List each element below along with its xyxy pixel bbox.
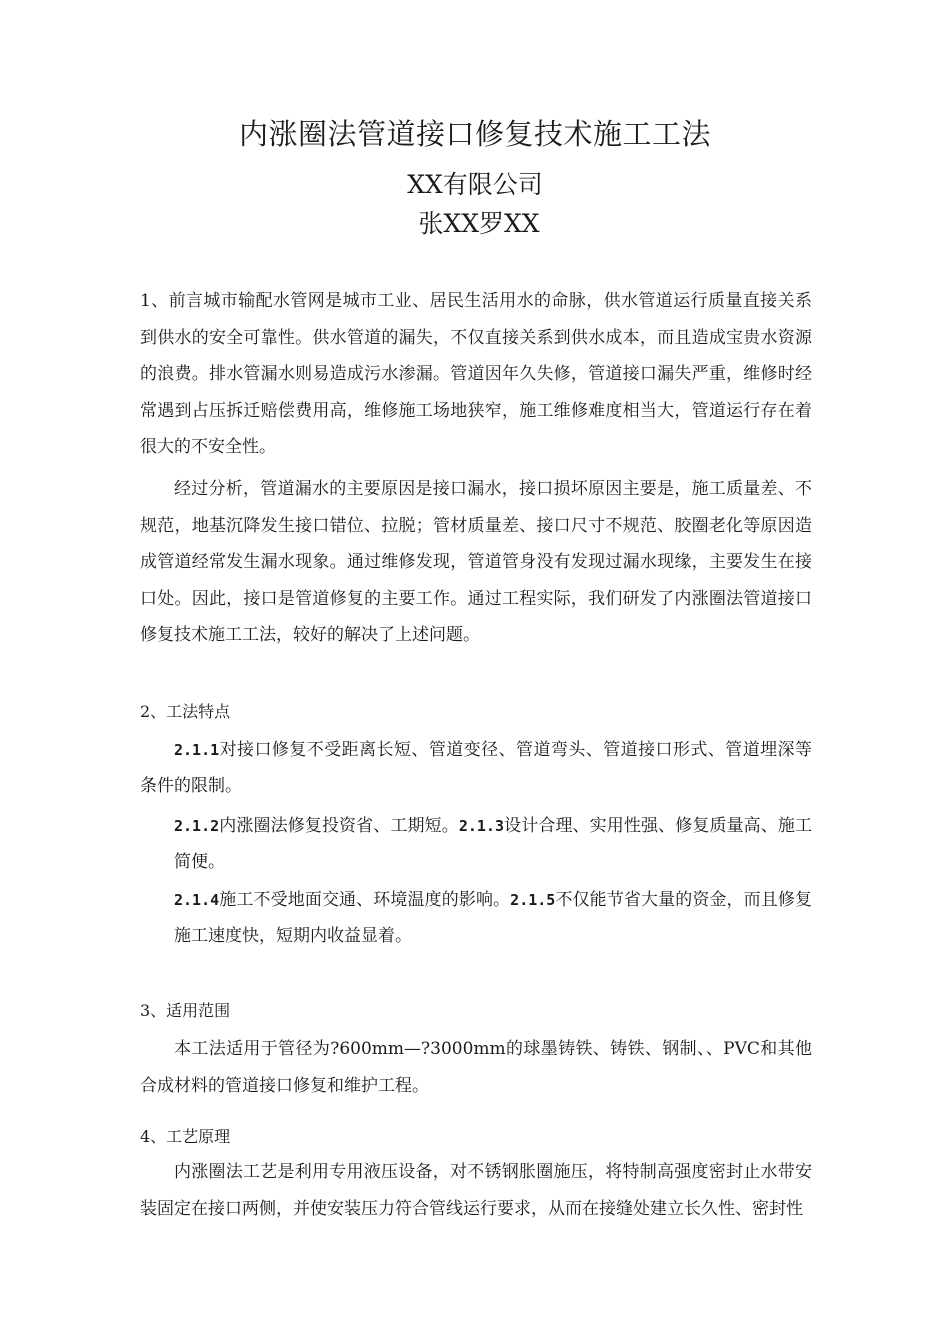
feature-items-2-1-2-and-2-1-3 [174, 808, 812, 880]
feature-item-2-1-1 [140, 732, 812, 804]
feature-number: 2.1.5 [510, 891, 556, 909]
feature-text: 对接口修复不受距离长短、管道变径、管道弯头、管道接口形式、管道埋深等条件的限制。 [140, 740, 812, 796]
document-title: 内涨圈法管道接口修复技术施工工法 [238, 117, 711, 151]
feature-number: 2.1.2 [174, 817, 220, 835]
section-1-paragraph-2: 经过分析，管道漏水的主要原因是接口漏水，接口损坏原因主要是，施工质量差、不规范，地基沉降发生接口错位、拉脱；管材质量差、接口尺寸不规范、胶圈老化等原因造成管道经常发生漏水现象。通过维修发现，管道管身没有发现过漏水现缘，主要发生在接口处。因此，接口是管道修复的主要工作。通过工程实际，我们研发了内涨圈法管道接口修复技术施工工法，较好的解决了上述问题。 [140, 479, 812, 645]
feature-number: 2.1.1 [174, 741, 220, 759]
company-name: XX有限公司 [407, 170, 543, 199]
section-4-paragraph: 内涨圈法工艺是利用专用液压设备，对不锈钢胀圈施压，将特制高强度密封止水带安装固定在接口两侧，并使安装压力符合管线运行要求，从而在接缝处建立长久性、密封性 [140, 1162, 812, 1219]
feature-text: 施工不受地面交通、环境温度的影响。 [219, 890, 511, 910]
feature-number: 2.1.4 [174, 891, 220, 909]
section-3-paragraph: 本工法适用于管径为?600mm—?3000mm的球墨铸铁、铸铁、钢制、、PVC和其他合成材料的管道接口修复和维护工程。 [140, 1039, 812, 1096]
section-3-heading: 3、适用范围 [140, 1001, 231, 1020]
section-2-heading: 2、工法特点 [140, 702, 231, 721]
section-1-paragraph-1: 1、前言城市输配水管网是城市工业、居民生活用水的命脉，供水管道运行质量直接关系到供水的安全可靠性。供水管道的漏失，不仅直接关系到供水成本，而且造成宝贵水资源的浪费。排水管漏水则易造成污水渗漏。管道因年久失修，管道接口漏失严重，维修时经常遇到占压拆迁赔偿费用高，维修施工场地狭窄，施工维修难度相当大，管道运行存在着很大的不安全性。 [140, 291, 812, 457]
feature-items-2-1-4-and-2-1-5 [174, 882, 812, 954]
feature-text: 内涨圈法修复投资省、工期短。 [219, 816, 459, 836]
author-names: 张XX罗XX [418, 209, 540, 238]
feature-number: 2.1.3 [458, 817, 504, 835]
feature-text: 不仅能节省大量的资金，而且修复施工速度快，短期内收益显着。 [174, 890, 813, 946]
feature-text: 设计合理、实用性强、修复质量高、施工简便。 [174, 816, 813, 872]
section-4-heading: 4、工艺原理 [140, 1127, 231, 1146]
